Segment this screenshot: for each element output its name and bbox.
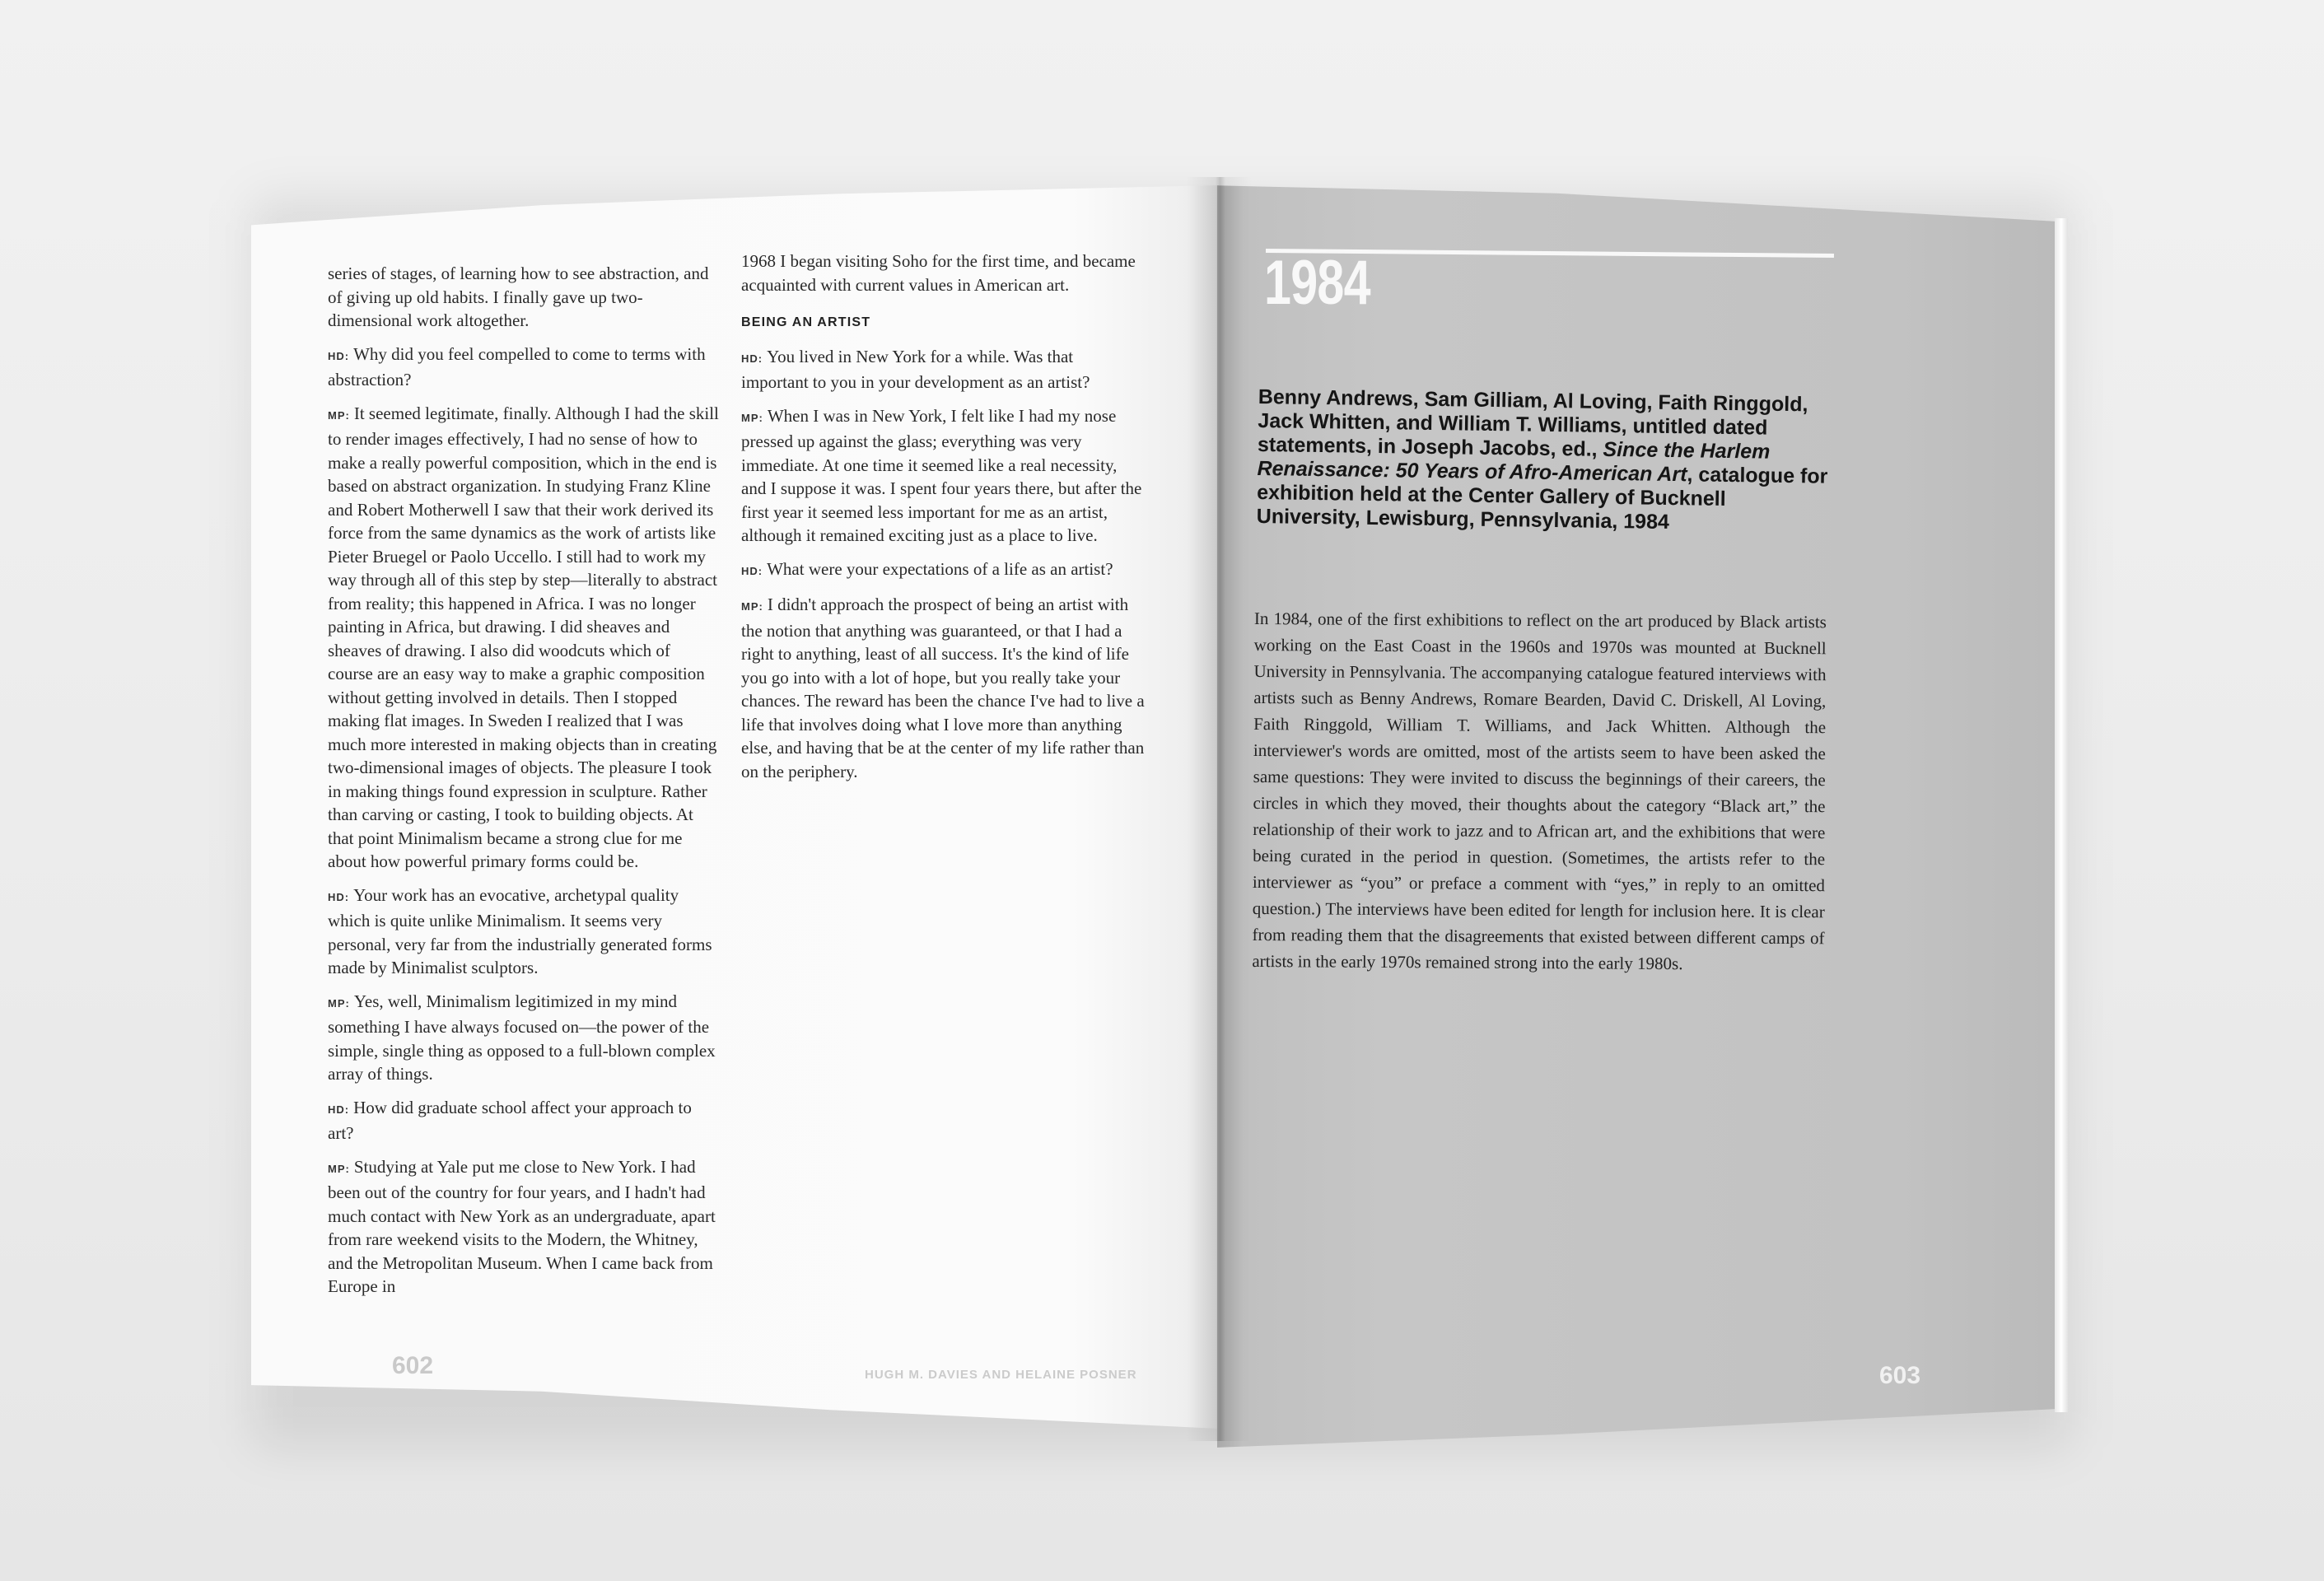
paragraph-text: When I was in New York, I felt like I had my nose pressed up against the glass; everything was very immediate. At one time it seemed like a real necessity, and I suppose it was. I spent four years there, but after the first year it seemed less important for me as an artist, although it remained exciting just as a place to live.	[741, 405, 1142, 545]
speaker-label: MP:	[741, 600, 763, 613]
speaker-label: MP:	[741, 411, 763, 424]
speaker-label: HD:	[328, 1103, 350, 1116]
paragraph-text: How did graduate school affect your approach to art?	[328, 1097, 692, 1143]
paragraph	[328, 884, 719, 980]
paragraph-text: series of stages, of learning how to see abstraction, and of giving up old habits. I finally gave up two-dimensional work altogether.	[328, 264, 709, 330]
paragraph	[741, 345, 1145, 394]
left-column-2	[741, 250, 1145, 793]
section-subhead: BEING AN ARTIST	[741, 315, 871, 329]
source-heading-text: Benny Andrews, Sam Gilliam, Al Loving, Faith Ringgold, Jack Whitten, and William T. Williams, untitled dated statements, in Joseph Jacobs, ed.,	[1257, 385, 1808, 461]
left-column-1	[328, 262, 719, 1308]
book-spine	[1186, 177, 1252, 1441]
paragraph-text: Your work has an evocative, archetypal quality which is quite unlike Minimalism. It seems very personal, very far from the industrially generated forms made by Minimalist sculptors.	[328, 884, 712, 977]
paragraph-text: It seemed legitimate, finally. Although I had the skill to render images effectively, I had no sense of how to make a really powerful composition, which in the end is based on abstract organization. In studying Franz Kline and Robert Motherwell I saw that their work derived its force from the same dynamics as the work of artists like Pieter Bruegel or Paolo Uccello. I still had to work my way through all of this step by step—literally to abstract from reality; this happened in Africa. I was no longer painting in Africa, but drawing. I did sheaves and sheaves of drawing. I also did woodcuts which of course are an easy way to make a graphic composition without getting involved in details. Then I stopped making flat images. In Sweden I realized that I was much more interested in making objects than in creating two-dimensional images of objects. The pleasure I took in making things found expression in sculpture. Rather than carving or casting, I took to building objects. At that point Minimalism became a strong clue for me about how powerful primary forms could be.	[328, 403, 719, 871]
speaker-label: HD:	[328, 349, 350, 362]
paragraph	[741, 557, 1145, 584]
paragraph-text: Yes, well, Minimalism legitimized in my mind something I have always focused on—the power of the simple, single thing as opposed to a full-blown complex array of things.	[328, 991, 716, 1084]
source-heading	[1257, 385, 1835, 537]
speaker-label: HD:	[741, 352, 763, 365]
page-number-right: 603	[1879, 1362, 1921, 1389]
speaker-label: HD:	[741, 564, 763, 577]
paragraph	[328, 1155, 719, 1299]
page-number-left: 602	[392, 1352, 434, 1379]
paragraph	[741, 404, 1145, 548]
paragraph-text: Why did you feel compelled to come to terms with abstraction?	[328, 343, 706, 389]
source-title-italic: Since the Harlem Renaissance: 50 Years of Afro-American Art	[1257, 437, 1771, 487]
paragraph	[328, 343, 719, 392]
paragraph	[328, 990, 719, 1086]
paragraph-text: I didn't approach the prospect of being an artist with the notion that anything was guaranteed, or that I had a right to anything, least of all success. It's the kind of life you go into with a lot of hope, but you really take your chances. The reward has been the chance I've had to live a life that involves doing what I love more than anything else, and having that be at the center of my life rather than on the periphery.	[741, 595, 1145, 781]
speaker-label: MP:	[328, 408, 350, 422]
paragraph	[328, 262, 719, 333]
paragraph	[741, 593, 1145, 783]
paragraph	[328, 402, 719, 874]
year-heading: 1984	[1264, 248, 1370, 318]
speaker-label: MP:	[328, 996, 350, 1010]
paragraph-text: You lived in New York for a while. Was that important to you in your development as an artist?	[741, 346, 1090, 392]
paragraph-text: What were your expectations of a life as an artist?	[767, 558, 1113, 579]
speaker-label: HD:	[328, 890, 350, 903]
speaker-label: MP:	[328, 1162, 350, 1175]
running-head: HUGH M. DAVIES AND HELAINE POSNER	[865, 1368, 1137, 1382]
paragraph	[328, 1096, 719, 1145]
paragraph-text: Studying at Yale put me close to New York. I had been out of the country for four years, and I hadn't had much contact with New York as an undergraduate, apart from rare weekend visits to the Modern, the Whitney, and the Metropolitan Museum. When I came back from Europe in	[328, 1156, 716, 1296]
intro-paragraph: In 1984, one of the first exhibitions to reflect on the art produced by Black artists working on the East Coast in the 1960s and 1970s was mounted at Bucknell University in Pennsylvania. The accompanying catalogue featured interviews with artists such as Benny Andrews, Romare Bearden, David C. Driskell, Al Loving, Faith Ringgold, William T. Williams, and Jack Whitten. Although the interviewer's words are omitted, most of the artists seem to have been asked the same questions: They were invited to discuss the beginnings of their careers, the circles in which they moved, their thoughts about the category “Black art,” the relationship of their work to jazz and to African art, and the exhibitions that were being curated in the period in question. (Sometimes, the artists refer to the interviewer as “you” or preface a comment with “yes,” in reply to an omitted question.) The interviews have been edited for length for inclusion here. It is clear from reading them that the disagreements that existed between different camps of artists in the early 1970s remained strong into the early 1980s.	[1252, 608, 1827, 974]
page-edge	[2055, 218, 2068, 1412]
source-heading-text: , catalogue for exhibition held at the Center Gallery of Bucknell University, Lewisburg, Pennsylvania, 1984	[1256, 463, 1828, 534]
paragraph-text: 1968 I began visiting Soho for the first time, and became acquainted with current values in American art.	[741, 251, 1136, 295]
paragraph	[741, 250, 1145, 296]
